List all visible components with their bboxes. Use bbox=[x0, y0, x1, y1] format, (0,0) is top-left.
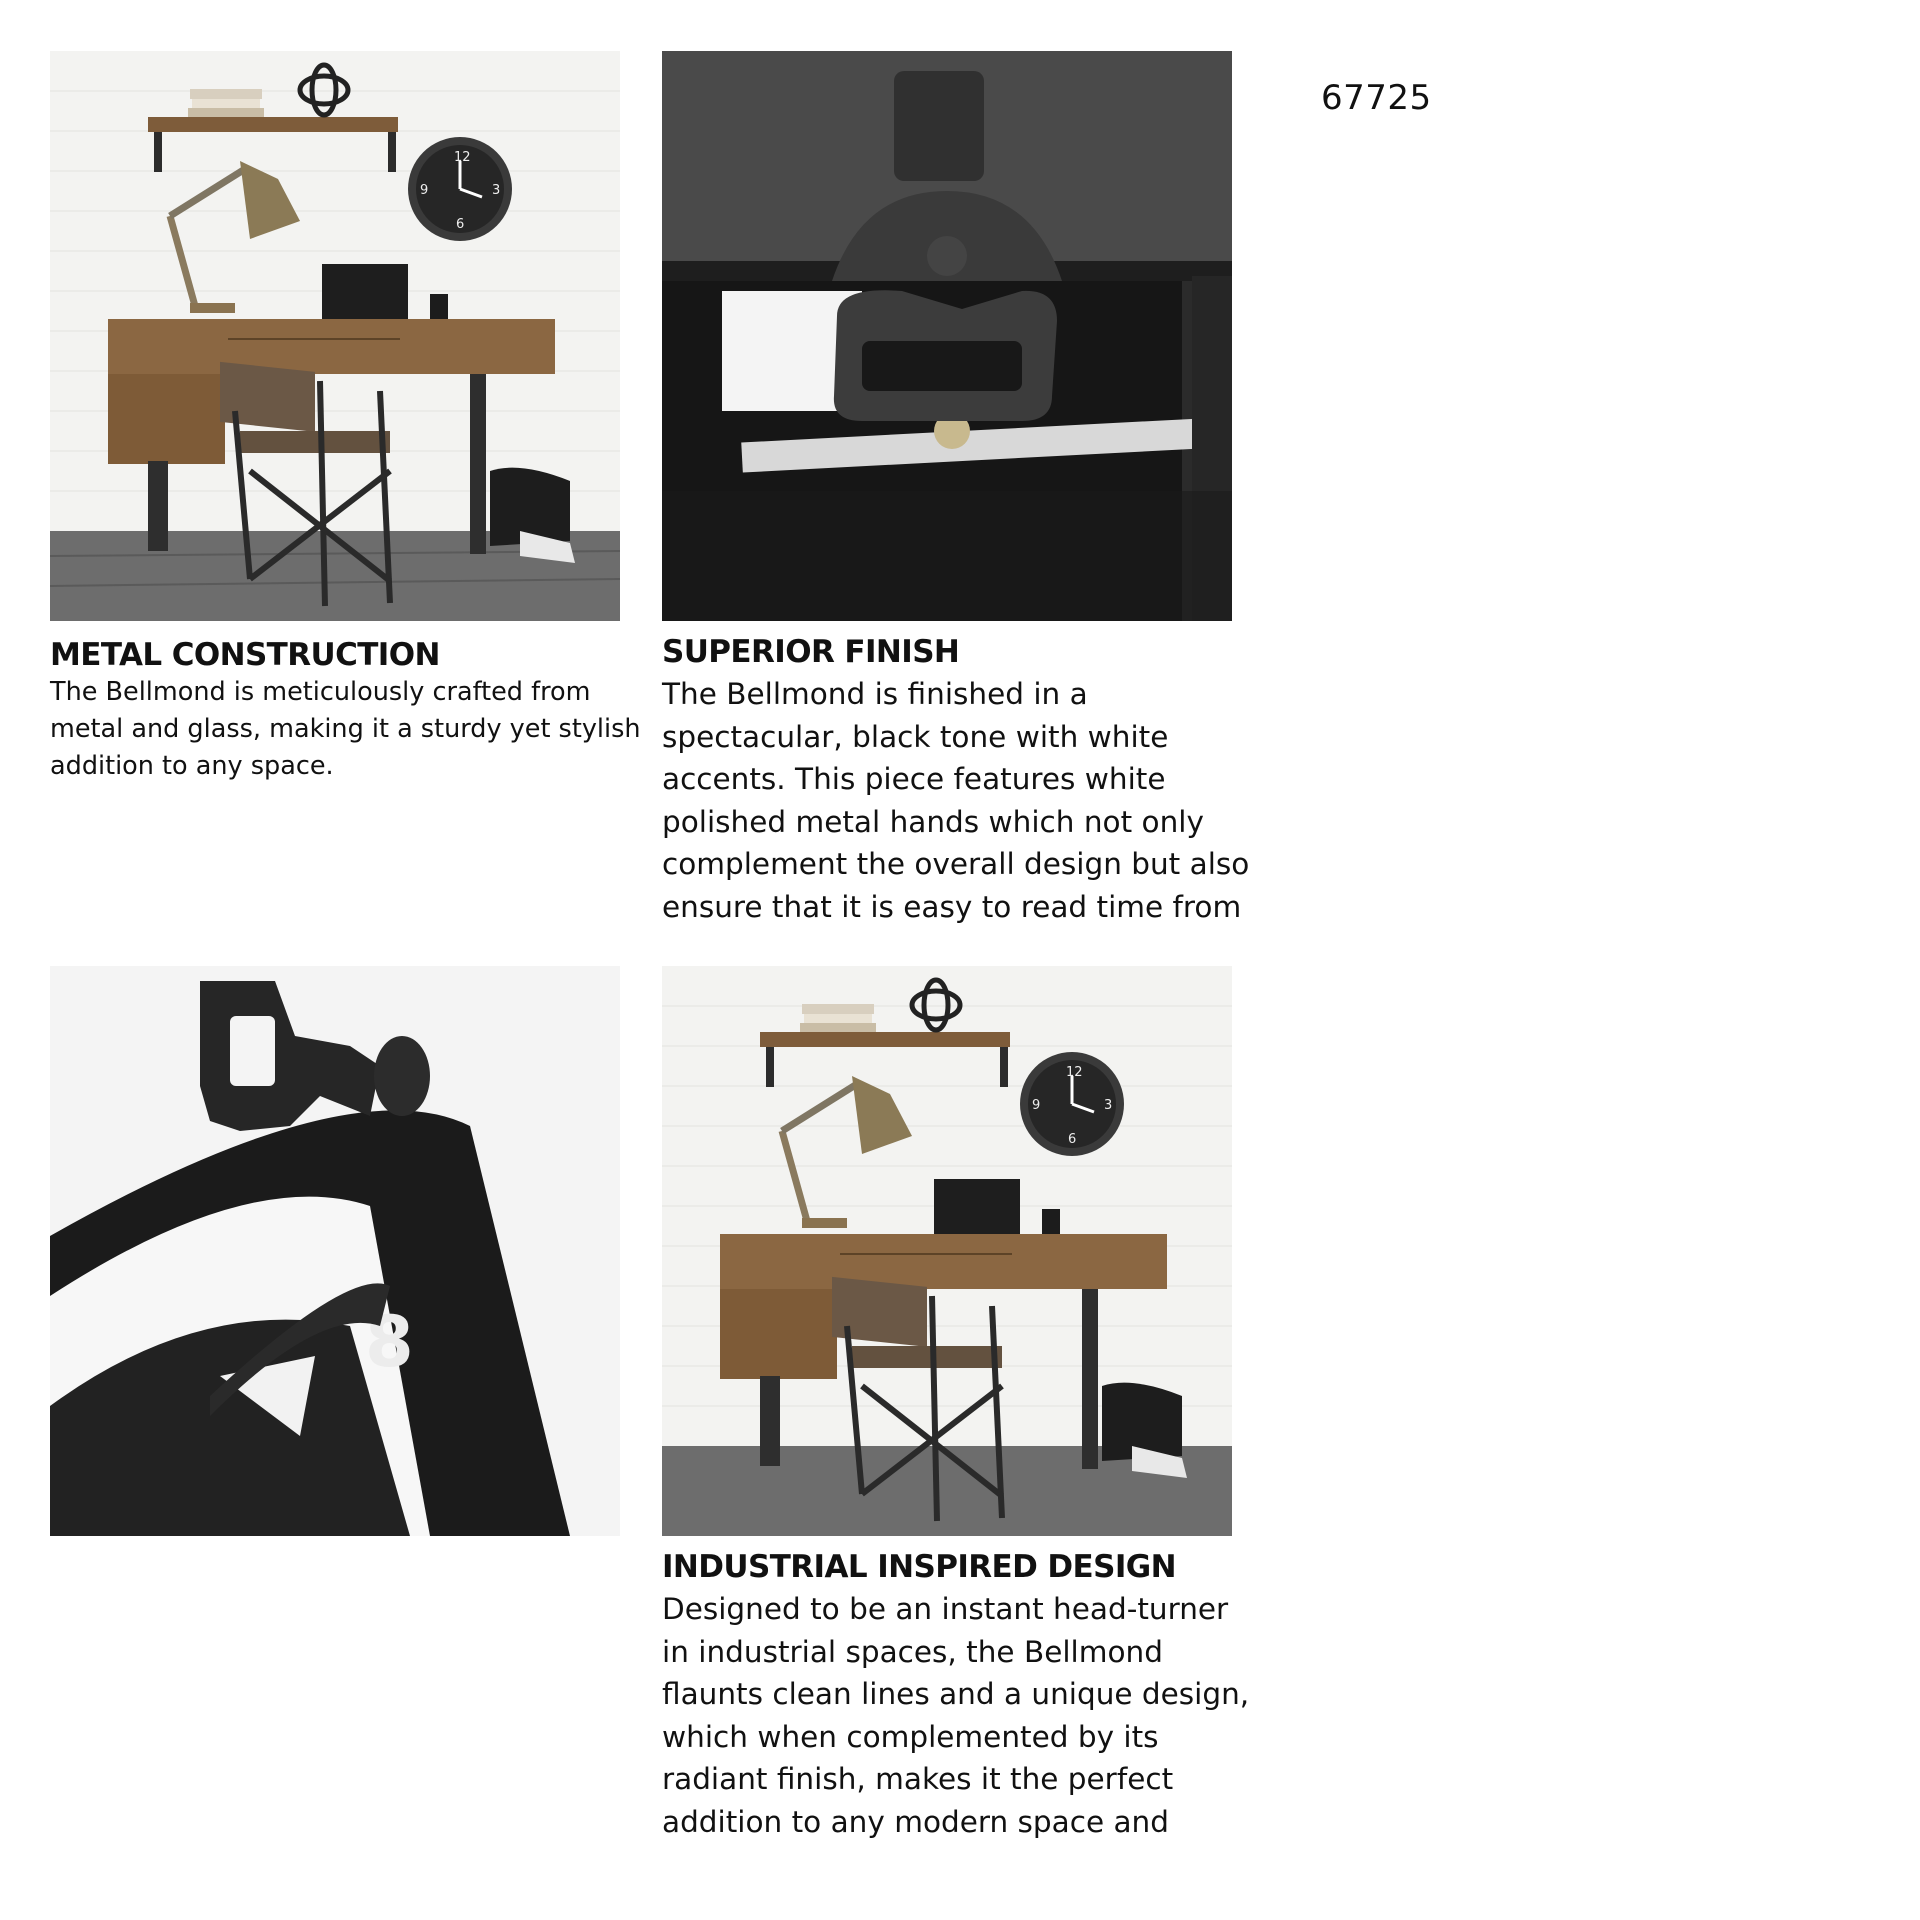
feature-description-industrial-design bbox=[662, 1588, 1249, 1844]
description-line: flaunts clean lines and a unique design, bbox=[662, 1677, 1250, 1712]
clock-numeral-12: 12 bbox=[454, 150, 471, 165]
feature-heading-metal-construction: METAL CONSTRUCTION bbox=[50, 637, 440, 673]
description-line: which when complemented by its bbox=[662, 1719, 1159, 1754]
description-line: in industrial spaces, the Bellmond bbox=[662, 1634, 1163, 1669]
feature-description-metal-construction bbox=[50, 674, 641, 785]
description-line: complement the overall design but also bbox=[662, 847, 1250, 882]
description-line: The Bellmond is meticulously crafted from bbox=[50, 677, 591, 707]
clock-numeral-9: 9 bbox=[420, 183, 429, 198]
clock-numeral-6: 6 bbox=[1068, 1132, 1077, 1147]
feature-heading-industrial-design: INDUSTRIAL INSPIRED DESIGN bbox=[662, 1549, 1176, 1585]
feature-heading-superior-finish: SUPERIOR FINISH bbox=[662, 634, 960, 670]
clock-numeral-12: 12 bbox=[1066, 1065, 1083, 1080]
description-line: The Bellmond is finished in a bbox=[662, 677, 1088, 711]
product-photo-room-scene bbox=[50, 51, 620, 621]
clock-numeral-9: 9 bbox=[1032, 1098, 1041, 1113]
description-line: addition to any space. bbox=[50, 751, 334, 781]
clock-numeral-8: 8 bbox=[365, 1301, 414, 1383]
product-photo-hanger-closeup bbox=[662, 51, 1232, 621]
description-line: Designed to be an instant head-turner bbox=[662, 1592, 1229, 1626]
description-line: polished metal hands which not only bbox=[662, 804, 1204, 839]
description-line: ensure that it is easy to read time from bbox=[662, 889, 1242, 924]
description-line: spectacular, black tone with white bbox=[662, 719, 1169, 754]
description-line: metal and glass, making it a sturdy yet stylish bbox=[50, 714, 641, 744]
feature-description-superior-finish bbox=[662, 673, 1249, 929]
description-line: accents. This piece features white bbox=[662, 762, 1166, 797]
product-photo-room-scene-2 bbox=[662, 966, 1232, 1536]
product-photo-clock-edge bbox=[50, 966, 620, 1536]
clock-numeral-6: 6 bbox=[456, 217, 465, 232]
product-sku: 67725 bbox=[1321, 78, 1432, 118]
clock-numeral-3: 3 bbox=[492, 183, 501, 198]
description-line: radiant finish, makes it the perfect bbox=[662, 1762, 1174, 1797]
clock-numeral-3: 3 bbox=[1104, 1098, 1113, 1113]
description-line: addition to any modern space and bbox=[662, 1804, 1169, 1839]
